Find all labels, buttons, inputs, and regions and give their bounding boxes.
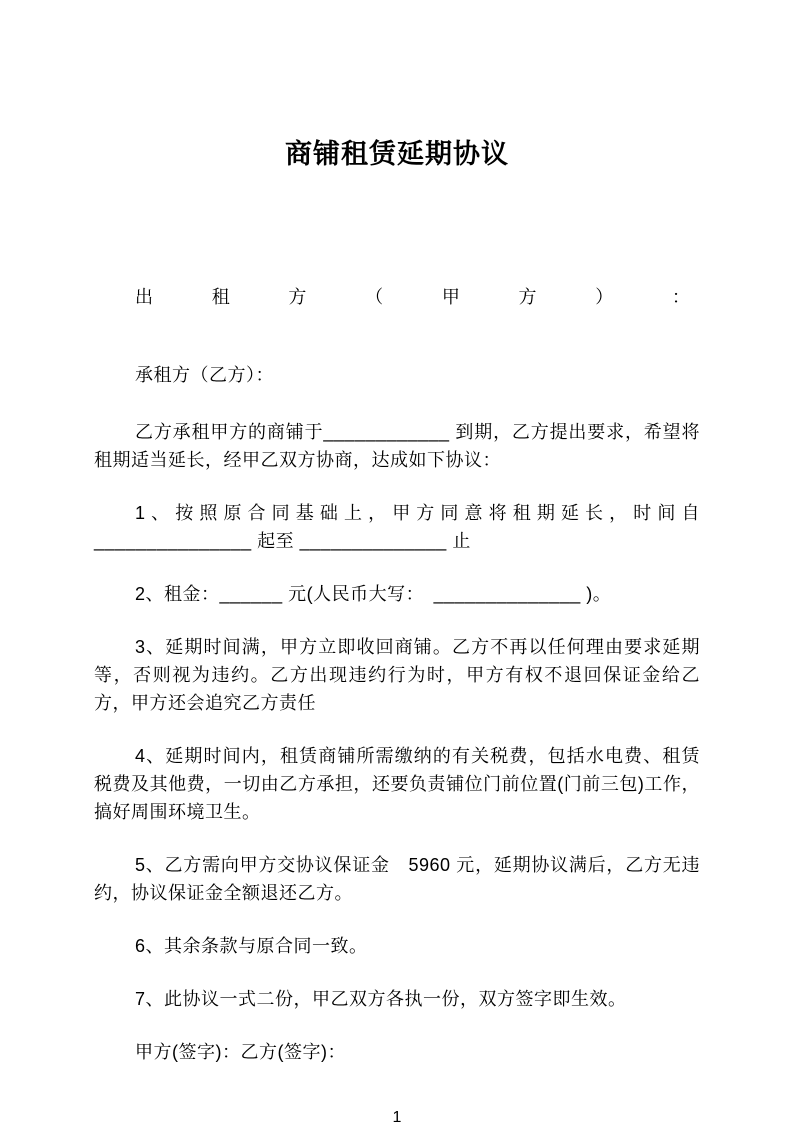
- intro-paragraph: 乙方承租甲方的商铺于____________ 到期，乙方提出要求，希望将租期适当延长，经甲乙双方协商，达成如下协议：: [94, 422, 700, 470]
- landlord-line-char: 出: [135, 287, 153, 307]
- landlord-line-char: ）: [595, 287, 614, 307]
- landlord-line-char: 方: [288, 287, 307, 307]
- clause-3-repossession: 3、延期时间满，甲方立即收回商铺。乙方不再以任何理由要求延期等，否则视为违约。乙方出现违约行为时，甲方有权不退回保证金给乙方，甲方还会追究乙方责任: [94, 637, 700, 713]
- landlord-line-char: 方: [518, 287, 537, 307]
- clause-7-copies: 7、此协议一式二份，甲乙双方各执一份，双方签字即生效。: [135, 989, 627, 1009]
- clause-4-taxes-fees: 4、延期时间内，租赁商铺所需缴纳的有关税费，包括水电费、租赁税费及其他费，一切由乙方承担，还要负责铺位门前位置(门前三包)工作，搞好周围环境卫生。: [94, 746, 700, 822]
- landlord-line-char: （: [365, 287, 384, 307]
- page-number: 1: [392, 1109, 402, 1122]
- document-title: 商铺租赁延期协议: [285, 139, 509, 169]
- clause-1-extension-period: 1、按照原合同基础上，甲方同意将租期延长，时间自_______________ 起至 ______________ 止: [94, 503, 700, 551]
- clause-2-rent: 2、租金：______ 元(人民币大写： ______________ )。: [135, 584, 612, 604]
- clause-6-other-terms: 6、其余条款与原合同一致。: [135, 936, 368, 956]
- tenant-party-line: 承租方（乙方）：: [135, 365, 274, 385]
- landlord-line-char: 租: [211, 287, 230, 307]
- clause-5-deposit: 5、乙方需向甲方交协议保证金 5960 元，延期协议满后，乙方无违约，协议保证金全额退还乙方。: [94, 855, 700, 903]
- landlord-party-line: [135, 283, 690, 311]
- signature-line: 甲方(签字)：乙方(签字)：: [135, 1042, 346, 1062]
- landlord-line-char: ：: [671, 287, 690, 307]
- landlord-line-char: 甲: [441, 287, 460, 307]
